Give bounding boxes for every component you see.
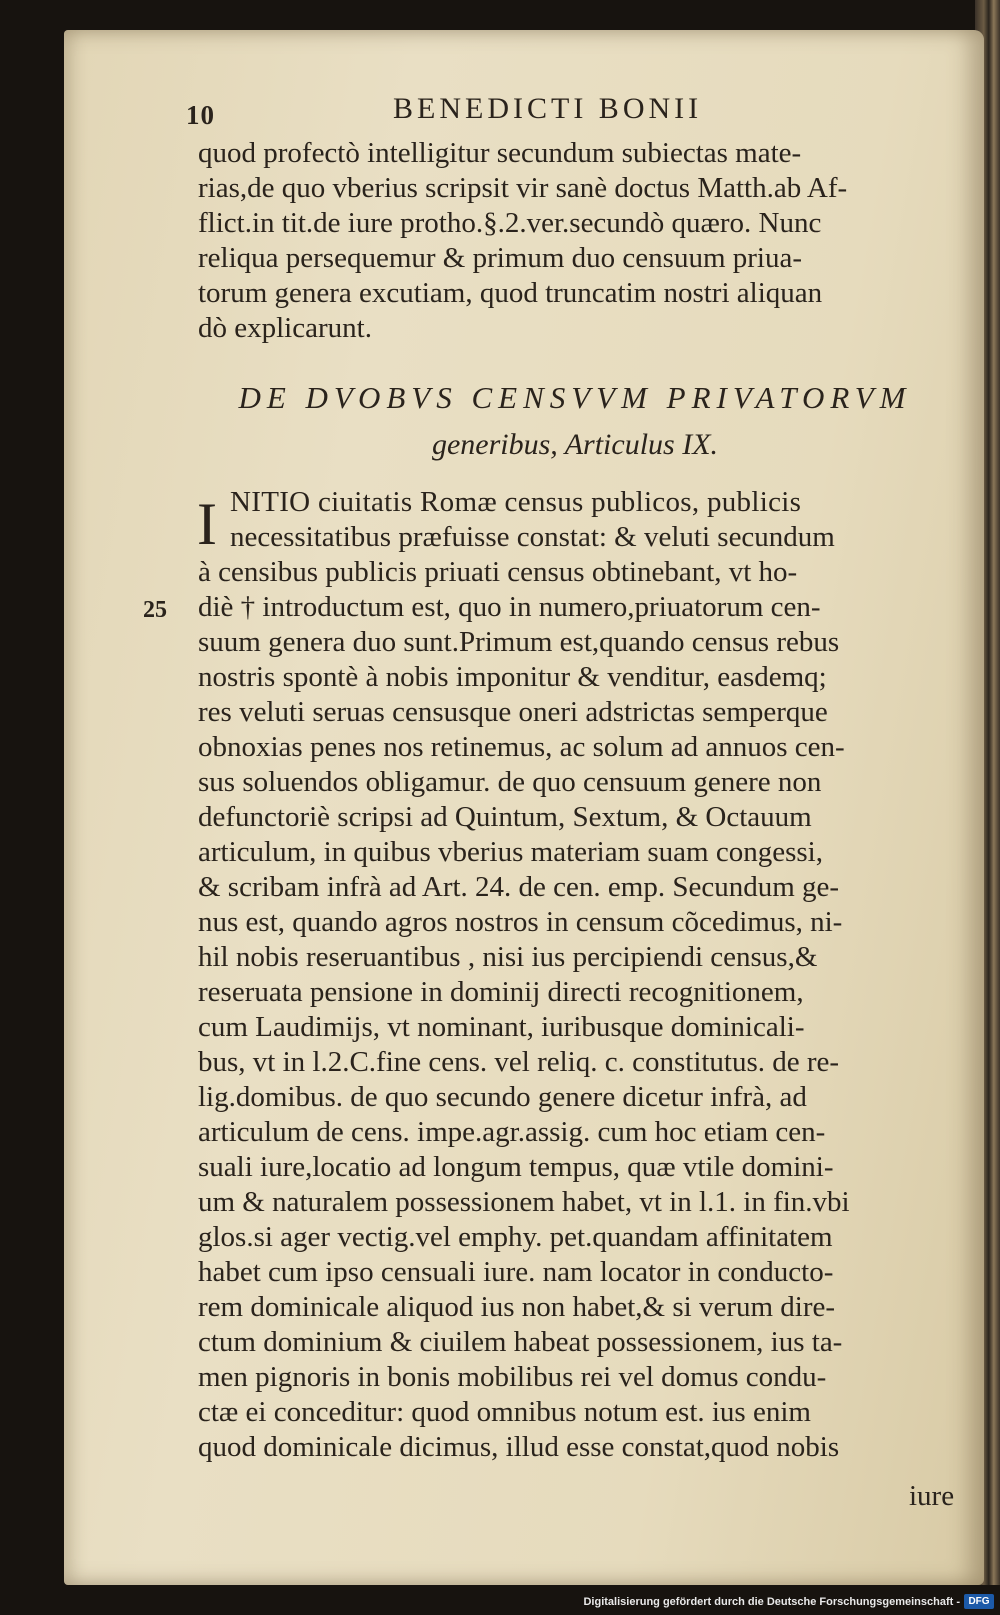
text-line: quod dominicale dicimus, illud esse constat,quod nobis	[198, 1431, 840, 1463]
text-line: torum genera excutiam, quod truncatim nostri aliquan	[198, 277, 823, 309]
text-line: articulum, in quibus vberius materiam suam congessi,	[198, 836, 823, 868]
dfg-logo-icon[interactable]: DFG	[964, 1594, 994, 1609]
text-line: necessitatibus præfuisse constat: & veluti secundum	[230, 521, 835, 553]
drop-cap: I	[197, 491, 217, 557]
text-line: defunctoriè scripsi ad Quintum, Sextum, & Octauum	[198, 801, 812, 833]
section-heading: DE DVOBVS CENSVVM PRIVATORVM	[238, 380, 912, 415]
text-line: rem dominicale aliquod ius non habet,& si verum dire-	[198, 1291, 836, 1323]
text-line: flict.in tit.de iure protho.§.2.ver.secundò quæro. Nunc	[198, 207, 822, 239]
section-subheading: generibus, Articulus IX.	[431, 428, 719, 461]
digitization-footer	[0, 1590, 1000, 1615]
text-line: suali iure,locatio ad longum tempus, quæ vtile domini-	[198, 1151, 834, 1183]
text-line: quod profectò intelligitur secundum subiectas mate-	[198, 137, 802, 169]
text-line: um & naturalem possessionem habet, vt in l.1. in fin.vbi	[198, 1186, 850, 1218]
text-line: bus, vt in l.2.C.fine cens. vel reliq. c. constitutus. de re-	[198, 1046, 840, 1078]
text-line: lig.domibus. de quo secundo genere dicetur infrà, ad	[198, 1081, 807, 1113]
text-line: à censibus publicis priuati census obtinebant, vt ho-	[198, 556, 798, 588]
text-line: glos.si ager vectig.vel emphy. pet.quandam affinitatem	[198, 1221, 833, 1253]
text-line: dò explicarunt.	[198, 312, 372, 344]
page-number: 10	[186, 100, 215, 130]
text-line: ctum dominium & ciuilem habeat possessionem, ius ta-	[198, 1326, 843, 1358]
text-line: ctæ ei conceditur: quod omnibus notum est. ius enim	[198, 1396, 811, 1428]
text-line: habet cum ipso censuali iure. nam locator in conducto-	[198, 1256, 834, 1288]
running-head: BENEDICTI BONII	[393, 92, 703, 125]
catchword: iure	[909, 1480, 955, 1512]
text-line: suum genera duo sunt.Primum est,quando census rebus	[198, 626, 840, 658]
paragraph-1	[198, 136, 950, 346]
text-line: men pignoris in bonis mobilibus rei vel domus condu-	[198, 1361, 827, 1393]
text-line: nostris spontè à nobis imponitur & venditur, easdemq;	[198, 661, 827, 693]
text-line: nus est, quando agros nostros in censum cõcedimus, ni-	[198, 906, 843, 938]
marginal-note: 25	[143, 597, 167, 623]
text-line: reliqua persequemur & primum duo censuum priua-	[198, 242, 803, 274]
text-line: hil nobis reseruantibus , nisi ius percipiendi census,&	[198, 941, 818, 973]
text-line: articulum de cens. impe.agr.assig. cum hoc etiam cen-	[198, 1116, 826, 1148]
text-line: res veluti seruas censusque oneri adstrictas semperque	[198, 696, 828, 728]
paragraph-2	[198, 485, 950, 1465]
footer-credit: Digitalisierung gefördert durch die Deutsche Forschungsgemeinschaft -	[583, 1596, 960, 1608]
text-line-first: NITIO ciuitatis Romæ census publicos, publicis	[230, 486, 802, 518]
text-line: obnoxias penes nos retinemus, ac solum ad annuos cen-	[198, 731, 845, 763]
text-line: diè † introductum est, quo in numero,priuatorum cen-	[198, 591, 821, 623]
text-line: cum Laudimijs, vt nominant, iuribusque dominicali-	[198, 1011, 805, 1043]
text-line: reseruata pensione in dominij directi recognitionem,	[198, 976, 804, 1008]
text-line: & scribam infrà ad Art. 24. de cen. emp. Secundum ge-	[198, 871, 840, 903]
text-line: rias,de quo vberius scripsit vir sanè doctus Matth.ab Af-	[198, 172, 848, 204]
text-line: sus soluendos obligamur. de quo censuum genere non	[198, 766, 822, 798]
